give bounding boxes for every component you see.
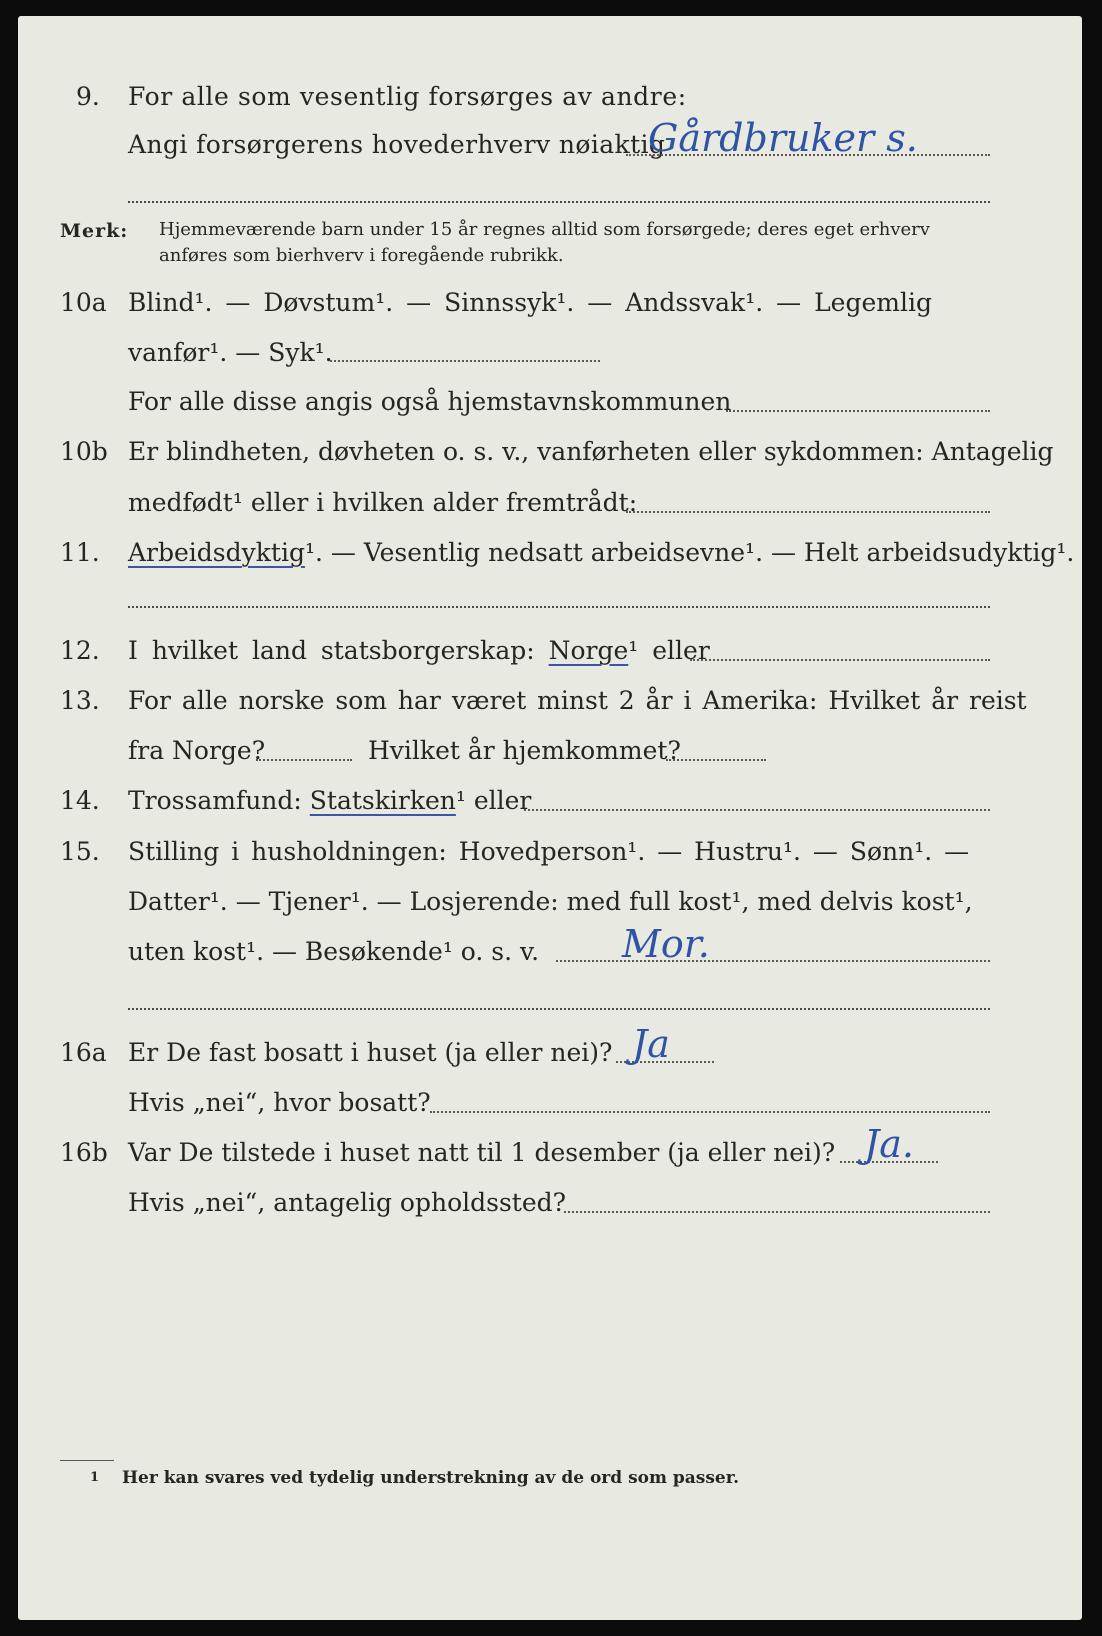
q12-number: 12.: [60, 636, 100, 665]
q16b-number: 16b: [60, 1138, 108, 1167]
q16a-bosatt-line: [430, 1111, 990, 1113]
q15-handwritten-answer: Mor.: [622, 922, 710, 966]
q14-number: 14.: [60, 786, 100, 815]
q13-number: 13.: [60, 686, 100, 715]
q14-post: ¹ eller: [455, 786, 532, 815]
q12-norge-underlined: Norge: [548, 636, 629, 665]
q13-hjemkommet-line: [666, 759, 766, 761]
q12-answer-line: [690, 659, 990, 661]
q10b-answer-line: [626, 511, 990, 513]
footnote-text: Her kan svares ved tydelig understrekning av de ord som passer.: [122, 1468, 740, 1488]
q13-line1: For alle norske som har været minst 2 år i Amerika: Hvilket år reist: [128, 686, 1027, 715]
q16b-handwritten-answer: Ja.: [864, 1122, 914, 1166]
q9-handwritten-answer: Gårdbruker s.: [648, 116, 918, 160]
merk-line2: anføres som bierhverv i foregående rubrikk.: [159, 245, 564, 266]
q13-part2: Hvilket år hjemkommet?: [368, 736, 681, 765]
q9-line1: For alle som vesentlig forsørges av andre:: [128, 82, 687, 111]
q12-pre: I hvilket land statsborgerskap:: [128, 636, 549, 665]
merk-line1: Hjemmeværende barn under 15 år regnes alltid som forsørgede; deres eget erhverv: [159, 219, 930, 240]
q15-line1: Stilling i husholdningen: Hovedperson¹. — Hustru¹. — Sønn¹. —: [128, 837, 970, 866]
merk-label: Merk:: [60, 220, 129, 242]
q14-statskirken-underlined: Statskirken: [309, 786, 456, 815]
q13-reist-line: [256, 759, 352, 761]
q10a-line3: For alle disse angis også hjemstavnskommunen: [128, 387, 732, 416]
q14-line: [128, 786, 531, 816]
q13-part1: fra Norge?: [128, 736, 266, 765]
q11-rest: ¹. — Vesentlig nedsatt arbeidsevne¹. — Helt arbeidsudyktig¹.: [304, 538, 1075, 567]
q10a-hjemstavn-line: [726, 410, 990, 412]
census-form-page: [18, 16, 1082, 1620]
q14-pre: Trossamfund:: [128, 786, 310, 815]
q9-extra-line: [128, 201, 990, 203]
q9-line2: Angi forsørgerens hovederhverv nøiaktig: [128, 130, 666, 159]
q12-post: ¹ eller: [628, 636, 710, 665]
q16b-line2: Hvis „nei“, antagelig opholdssted?: [128, 1188, 567, 1217]
q15-line3: uten kost¹. — Besøkende¹ o. s. v.: [128, 937, 540, 966]
q10a-number: 10a: [60, 288, 107, 317]
q10b-number: 10b: [60, 437, 108, 466]
footnote-rule: [60, 1460, 114, 1461]
q10a-line2: vanfør¹. — Syk¹.: [128, 338, 333, 367]
q16a-handwritten-answer: Ja: [632, 1022, 670, 1066]
q15-line2: Datter¹. — Tjener¹. — Losjerende: med full kost¹, med delvis kost¹,: [128, 887, 973, 916]
q11-line: [128, 538, 1074, 568]
q14-answer-line: [524, 809, 990, 811]
q16a-line1: Er De fast bosatt i huset (ja eller nei)?: [128, 1038, 613, 1067]
q16b-opholdssted-line: [564, 1211, 990, 1213]
q16b-line1: Var De tilstede i huset natt til 1 desember (ja eller nei)?: [128, 1138, 836, 1167]
q10b-line2: medfødt¹ eller i hvilken alder fremtrådt:: [128, 488, 638, 517]
q10a-answer-line: [330, 360, 600, 362]
q10b-line1: Er blindheten, døvheten o. s. v., vanførheten eller sykdommen: Antagelig: [128, 437, 1054, 466]
q15-number: 15.: [60, 837, 100, 866]
q11-number: 11.: [60, 538, 100, 567]
q12-line: [128, 636, 710, 666]
q15-extra-line: [128, 1008, 990, 1010]
q11-extra-line: [128, 606, 990, 608]
q16a-line2: Hvis „nei“, hvor bosatt?: [128, 1088, 431, 1117]
q16a-number: 16a: [60, 1038, 107, 1067]
q11-arbeidsdyktig-underlined: Arbeidsdyktig: [128, 538, 305, 567]
q10a-line1: Blind¹. — Døvstum¹. — Sinnssyk¹. — Andssvak¹. — Legemlig: [128, 288, 932, 317]
q9-number: 9.: [76, 82, 100, 111]
footnote-mark: 1: [90, 1470, 100, 1485]
